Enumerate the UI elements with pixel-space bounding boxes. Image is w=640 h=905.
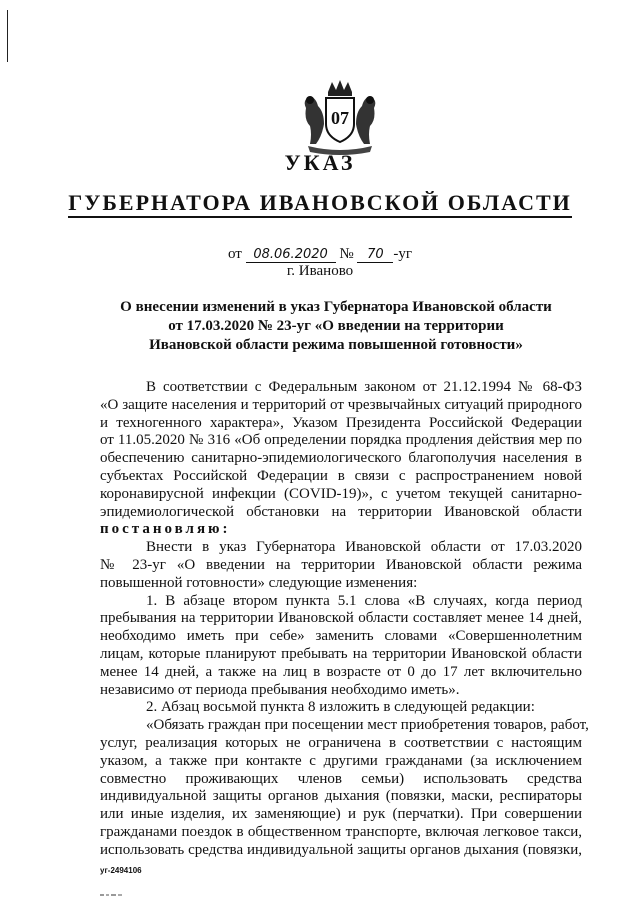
body-line: услуг, реализация которых не ограничена в соответствии с настоящим [100,734,582,751]
document-subtitle-text: ГУБЕРНАТОРА ИВАНОВСКОЙ ОБЛАСТИ [68,190,572,218]
heading-line: Ивановской области режима повышенной готовности» [149,337,523,353]
decree-word: постановляю: [100,521,231,538]
body-line: указом, а также при контакте с другими гражданами (за исключением [100,752,582,769]
body-line: эпидемиологической обстановки на территории Ивановской области [100,503,582,520]
number-prefix: № [339,246,354,262]
scan-artifact [100,893,130,897]
body-line: «О защите населения и территорий от чрезвычайных ситуаций природного [100,396,582,413]
body-line: независимо от периода пребывания необходимо иметь». [100,681,460,698]
scan-margin-line [7,10,8,62]
emblem-number: 07 [331,108,349,128]
handwritten-number: 70 [357,247,393,263]
body-line: коронавирусной инфекции (COVID-19)», с учетом текущей санитарно- [100,485,582,502]
body-line: совместно проживающих членов семьи) использовать средства [100,770,582,787]
body-line: от 11.05.2020 № 316 «Об определении порядка продления действия мер по [100,432,582,449]
number-suffix: -уг [393,246,413,262]
body-line: субъектах Российской Федерации в связи с распространением новой [100,467,582,484]
body-line: обеспечению санитарно-эпидемиологического благополучия населения в [100,450,582,467]
body-line: использовать средства индивидуальной защиты органов дыхания (повязки, [100,841,582,858]
body-line: повышенной готовности» следующие изменения: [100,574,418,591]
handwritten-date: 08.06.2020 [246,247,336,263]
date-number-line [0,246,640,263]
body-line: гражданами поездок в общественном транспорте, включая легковое такси, [100,823,582,840]
date-prefix: от [227,246,242,262]
city: г. Иваново [286,263,354,279]
body-line: Внести в указ Губернатора Ивановской области от 17.03.2020 [146,539,582,556]
heading-line: О внесении изменений в указ Губернатора Ивановской области [120,299,552,315]
footer-code: уг-2494106 [100,866,142,875]
body-line: № 23-уг «О введении на территории Ивановской области режима [100,556,582,573]
body-line: лицам, которые планируют пребывать на территории Ивановской области [100,645,582,662]
body-line: 1. В абзаце втором пункта 5.1 слова «В случаях, когда период [146,592,582,609]
body-line: пребывания на территории Ивановской области составляет менее 14 дней, [100,610,582,627]
document-title: УКАЗ [284,150,356,175]
body-line: необходимо иметь при себе» заменить словами «Совершеннолетним [100,628,582,645]
heading-line: от 17.03.2020 № 23-уг «О введении на территории [168,318,504,334]
document-body [100,379,589,860]
body-line: 2. Абзац восьмой пункта 8 изложить в следующей редакции: [146,699,535,716]
body-line: индивидуальной защиты органов дыхания (повязки, маски, респираторы [100,788,582,805]
coat-of-arms-icon [298,78,382,156]
decree-line [100,521,582,539]
document-heading [110,298,562,355]
body-line: и техногенного характера», Указом Президента Российской Федерации [100,414,582,431]
body-line: менее 14 дней, а также на лиц в возрасте от 0 до 17 лет включительно [100,663,582,680]
document-subtitle [0,190,640,216]
body-line: или иные изделия, их заменяющие) и рук (перчатки). При совершении [100,806,582,823]
body-line: «Обязать граждан при посещении мест приобретения товаров, работ, [146,717,589,734]
body-line: В соответствии с Федеральным законом от 21.12.1994 № 68-ФЗ [146,379,582,395]
